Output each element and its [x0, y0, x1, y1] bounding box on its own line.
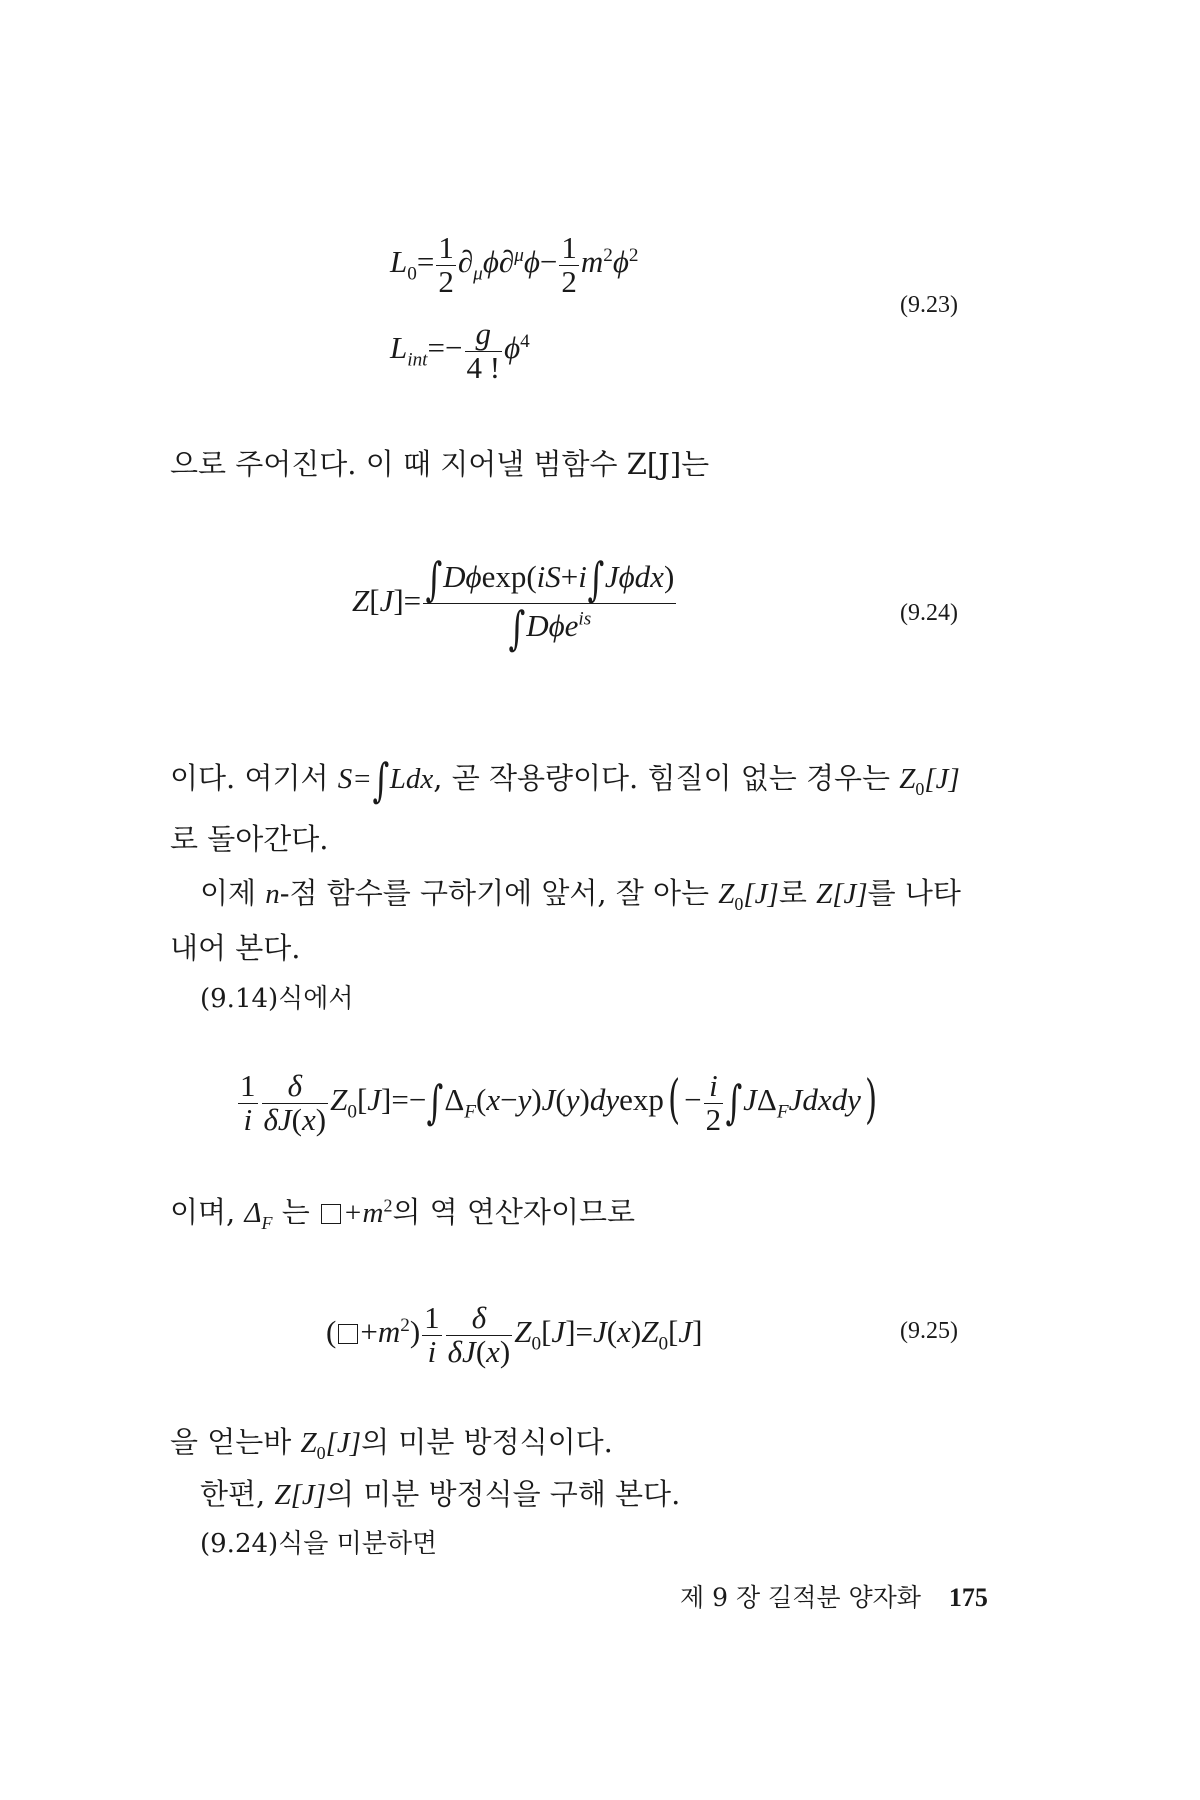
page-number: 175 — [948, 1583, 988, 1612]
delta-f-symbol: $\Delta_F$ — [244, 1197, 273, 1233]
paragraph-8 — [170, 1416, 1030, 1469]
paragraph-9 — [200, 1468, 1060, 1521]
paragraph-3: 로 돌아간다. — [170, 822, 329, 856]
page-footer — [680, 1578, 988, 1614]
z0-functional: $Z_0[J]$ — [899, 763, 960, 799]
paragraph-7-text-c: 의 역 연산자이므로 — [392, 1195, 635, 1229]
z-functional: Z[J] — [816, 878, 868, 910]
n-symbol: n — [265, 878, 280, 910]
paragraph-1: 으로 주어진다. 이 때 지어낼 범함수 Z[J]는 — [170, 447, 710, 481]
equation-9-25: ( $+m^2$) $\frac{1}{i}$ $\frac{\delta}{\delta J(x)}$ $Z_0[J]=J(x)Z_0[J]$ — [326, 1300, 703, 1369]
dalembertian-box-icon — [321, 1204, 341, 1224]
chapter-title: 제 9 장 길적분 양자화 — [680, 1583, 921, 1612]
equation-number-9-24: (9.24) — [900, 600, 958, 626]
paragraph-4 — [200, 867, 1060, 920]
paragraph-7 — [170, 1186, 1030, 1239]
z0-functional: $Z_0[J]$ — [718, 878, 779, 914]
paragraph-2 — [170, 752, 1030, 806]
z-functional: Z[J] — [274, 1479, 327, 1511]
paragraph-8-text-b: 의 미분 방정식이다. — [361, 1425, 613, 1459]
paragraph-2-text-b: , 곧 작용량이다. 힘질이 없는 경우는 — [433, 761, 891, 795]
paragraph-6: (9.14)식에서 — [200, 984, 354, 1014]
equation-9-23-line1: $L_0=$ $\frac{1}{2}$ $\partial_\mu\phi\partial^\mu\phi-$ $\frac{1}{2}$ $m^2\phi^2$ — [390, 230, 639, 299]
dalembertian-box-icon — [338, 1324, 358, 1344]
equation-9-23-line2: $L_{int}=-$ $\frac{g}{4 !}$ $\phi^4$ — [390, 316, 530, 385]
paragraph-9-text-a: 한편, — [200, 1477, 266, 1511]
paragraph-2-text-a: 이다. 여기서 — [170, 761, 329, 795]
z0-functional: $Z_0[J]$ — [300, 1427, 362, 1463]
equation-number-9-23: (9.23) — [900, 292, 958, 318]
paragraph-4-text-a: 이제 — [200, 876, 257, 910]
equation-9-24: Z[J]= $\frac{\text{∫Dϕexp(iS+i∫Jϕdx)}}{\int D\phi e^{is}}$ — [352, 552, 675, 656]
action-definition: S=∫Ldx — [337, 753, 434, 807]
paragraph-7-text-b: 는 — [281, 1195, 310, 1229]
operator-plus-m2: $+m^2$ — [342, 1195, 393, 1229]
paragraph-4-text-d: 를 나타 — [867, 876, 961, 910]
paragraph-4-text-b: -점 함수를 구하기에 앞서, 잘 아는 — [279, 876, 710, 910]
paragraph-7-text-a: 이며, — [170, 1195, 236, 1229]
paragraph-5: 내어 본다. — [170, 931, 301, 965]
paragraph-8-text-a: 을 얻는바 — [170, 1425, 292, 1459]
paragraph-4-text-c: 로 — [778, 876, 807, 910]
equation-number-9-25: (9.25) — [900, 1318, 958, 1344]
equation-functional-derivative-z0: $\frac{1}{i}$ $\frac{\delta}{\delta J(x)}$ $Z_0[J]=-\int\Delta_F(x-y)J(y)dyexp$( − $\frac{i}{2}$ $\int J\Delta_FJdxdy$) — [240, 1068, 878, 1137]
paragraph-9-text-b: 의 미분 방정식을 구해 본다. — [326, 1477, 681, 1511]
paragraph-10: (9.24)식을 미분하면 — [200, 1529, 438, 1559]
